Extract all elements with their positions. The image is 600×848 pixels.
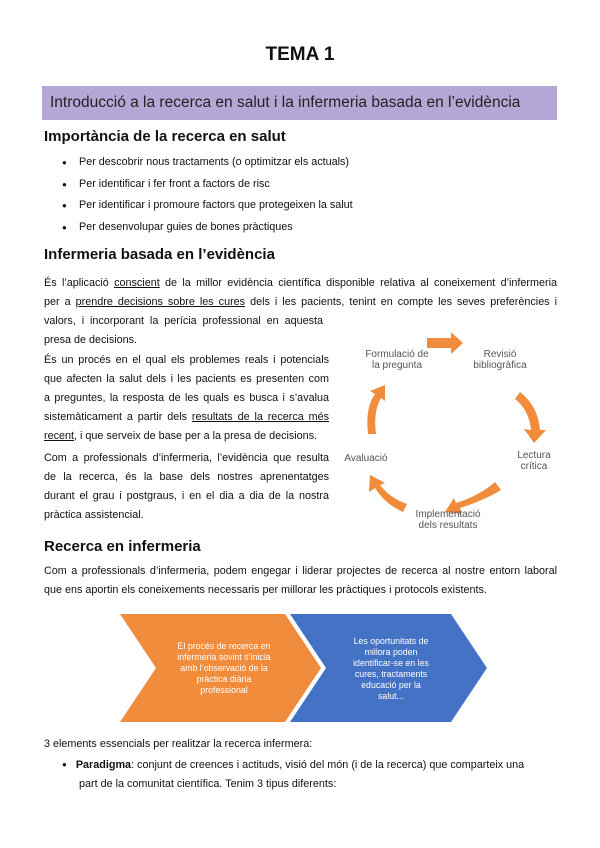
paragraph-line: de la recerca, és la base dels nostres aprenentatges	[44, 471, 329, 483]
step-formulacio: Formulació de la pregunta	[365, 349, 429, 371]
paragraph-line: valors, i incorporant la perícia professional en aquesta	[44, 315, 323, 327]
list-item: ● Per identificar i fer front a factors de risc	[62, 174, 353, 196]
paragraph-line: Com a professionals d’infermeria, l’evidència que resulta	[44, 452, 329, 464]
paragraph-line: presa de decisions.	[44, 334, 138, 346]
arrow-5-icon	[367, 385, 385, 434]
page-title: TEMA 1	[265, 44, 335, 65]
chapter-banner	[42, 86, 557, 120]
list-item: ● Per identificar i promoure factors que protegeixen la salut	[62, 195, 353, 217]
section-heading-research: Recerca en infermeria	[44, 538, 201, 555]
chevron-left-text: El procés de recerca en infermeria sovint s’inicia amb l’observació de la pràctica diària professional	[177, 641, 271, 695]
paragraph-line: pràctica assistencial.	[44, 509, 144, 521]
paragraph-line: 3 elements essencials per realitzar la recerca infermera:	[44, 738, 313, 750]
paragraph-line: per a prendre decisions sobre les cures dels i les pacients, tenint en compte les seves preferències i	[44, 296, 558, 308]
importance-list	[62, 152, 353, 238]
paragraph-line: durant el grau i postgraus, i en el dia a dia de la nostra	[44, 490, 329, 502]
paragraph-line: És un procés en el qual els problemes reals i potencials	[44, 354, 329, 366]
paragraph-line: que ens aportin els coneixements necessaris per millorar les pràctiques i protocols existents.	[44, 584, 487, 596]
section-heading-ebn: Infermeria basada en l’evidència	[44, 246, 275, 263]
paragraph-line: que afecten la salut dels i les pacients es presenten com	[44, 373, 329, 385]
arrow-2-icon	[515, 392, 546, 443]
chapter-banner-text: Introducció a la recerca en salut i la infermeria basada en l’evidència	[50, 94, 521, 111]
step-lectura: Lectura crítica	[517, 450, 551, 472]
paragraph-line: part de la comunitat científica. Tenim 3 tipus diferents:	[79, 778, 337, 790]
paragraph-line: recent, i que serveix de base per a la presa de decisions.	[44, 430, 318, 442]
step-revisio: Revisió bibliogràfica	[473, 349, 527, 371]
paragraph-line: sistemàticament a partir dels resultats de la recerca més	[44, 411, 329, 423]
step-implementacio: Implementació dels resultats	[415, 509, 481, 531]
paragraph-line: És l’aplicació conscient de la millor evidència científica disponible relativa al coneixement d’infermeria	[44, 277, 557, 289]
ebn-cycle-diagram	[335, 322, 567, 532]
list-item: ● Per descobrir nous tractaments (o optimitzar els actuals)	[62, 152, 353, 174]
paragraph-line: Com a professionals d’infermeria, podem engegar i liderar projectes de recerca al nostre entorn laboral	[44, 565, 557, 577]
section-heading-importance: Importància de la recerca en salut	[44, 128, 286, 145]
step-avaluacio: Avaluació	[344, 453, 388, 464]
paradigma-bullet: ● Paradigma: conjunt de creences i actituds, visió del món (i de la recerca) que comparteix una	[62, 759, 525, 771]
paragraph-line: a preguntes, la resposta de les quals es busca i s’avalua	[44, 392, 329, 404]
list-item: ● Per desenvolupar guies de bones pràctiques	[62, 217, 353, 239]
chevron-right-text: Les oportunitats de millora poden identificar-se en les cures, tractaments educació per la salut...	[353, 636, 429, 701]
arrow-4-icon	[369, 475, 407, 512]
